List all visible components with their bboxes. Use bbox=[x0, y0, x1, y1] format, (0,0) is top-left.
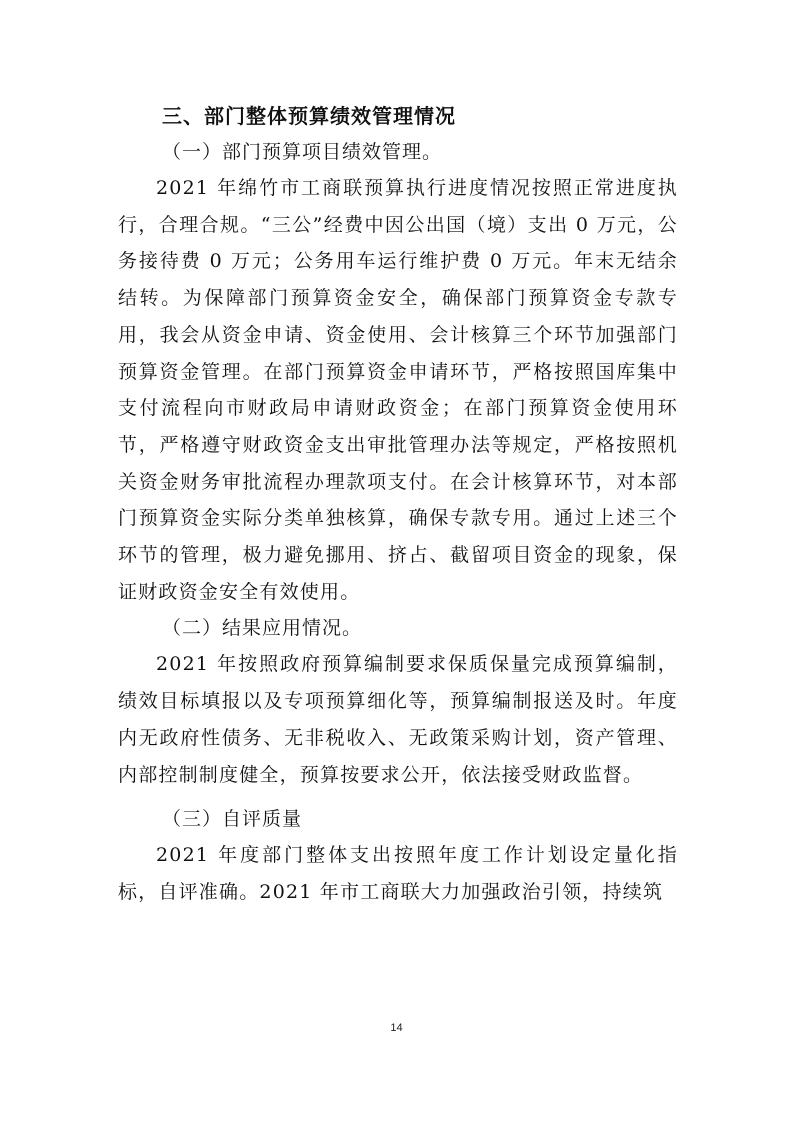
subsection-heading-1: （一）部门预算项目绩效管理。 bbox=[162, 141, 443, 163]
paragraph-budget-performance: 2021 年绵竹市工商联预算执行进度情况按照正常进度执行，合理合规。“三公”经费中因公出国（境）支出 0 万元，公务接待费 0 万元；公务用车运行维护费 0 万元。年末无结余结转。为保障部门预算资金安全，确保部门预算资金专款专用，我会从资金申请、资金使用、会计核算三个环节加强部门预算资金管理。在部门预算资金申请环节，严格按照国库集中支付流程向市财政局申请财政资金；在部门预算资金使用环节，严格遵守财政资金支出审批管理办法等规定，严格按照机关资金财务审批流程办理款项支付。在会计核算环节，对本部门预算资金实际分类单独核算，确保专款专用。通过上述三个环节的管理，极力避免挪用、挤占、截留项目资金的现象，保证财政资金安全有效使用。 bbox=[118, 177, 678, 603]
subsection-heading-2: （二）结果应用情况。 bbox=[162, 617, 363, 640]
document-page bbox=[118, 98, 678, 911]
section-heading: 三、部门整体预算绩效管理情况 bbox=[162, 104, 456, 128]
subsection-heading-3: （三）自评质量 bbox=[162, 808, 303, 831]
paragraph-self-evaluation: 2021 年度部门整体支出按照年度工作计划设定量化指标，自评准确。2021 年市工商联大力加强政治引领，持续筑 bbox=[118, 844, 678, 903]
paragraph-result-application: 2021 年按照政府预算编制要求保质保量完成预算编制，绩效目标填报以及专项预算细化等，预算编制报送及时。年度内无政府性债务、无非税收入、无政策采购计划，资产管理、内部控制制度健全，预算按要求公开，依法接受财政监督。 bbox=[118, 653, 678, 786]
page-number: 14 bbox=[390, 1022, 403, 1034]
